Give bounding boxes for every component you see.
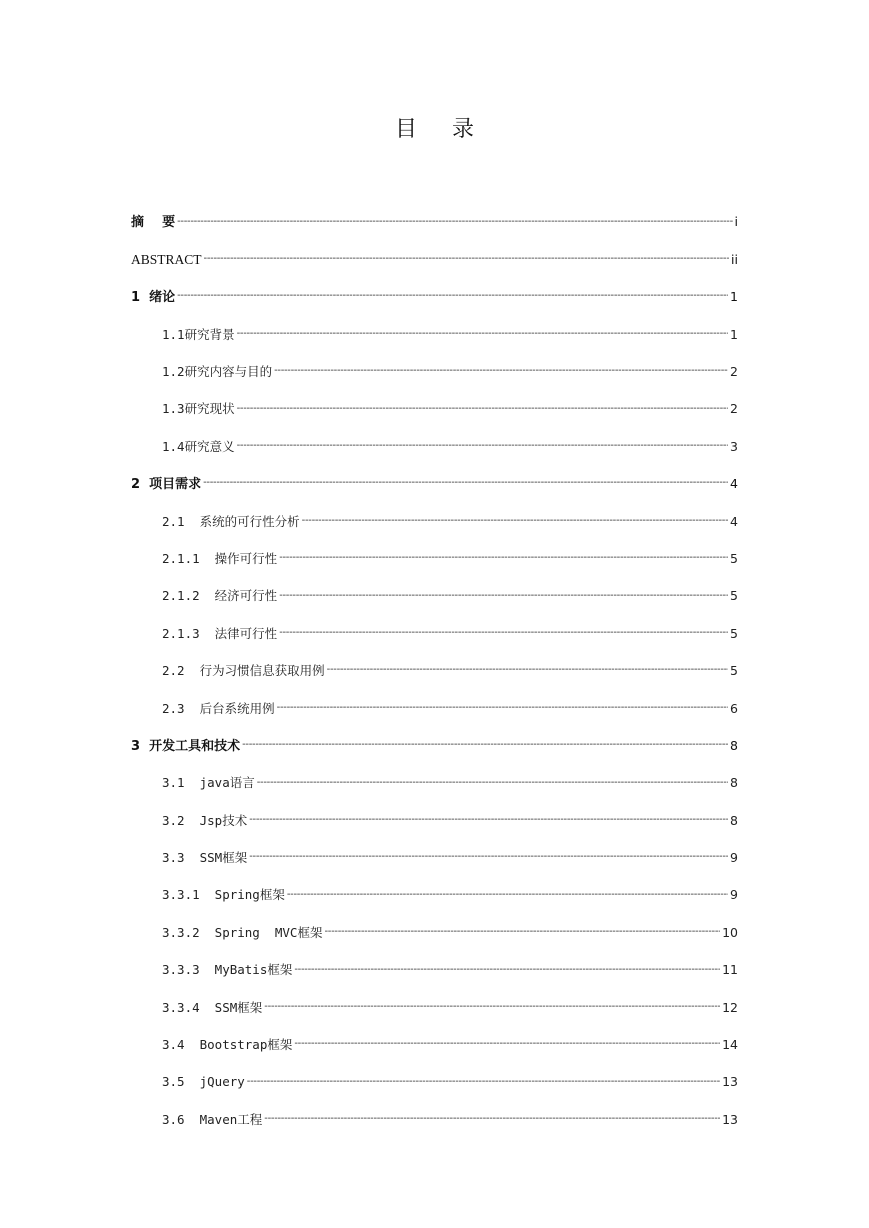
toc-entry-page: 11: [722, 962, 738, 978]
dot-leader: [279, 628, 728, 638]
dot-leader: [302, 516, 728, 526]
toc-entry-page: 8: [730, 737, 738, 753]
toc-entry-page: 3: [730, 438, 738, 454]
dot-leader: [277, 703, 728, 713]
toc-entry-page: 9: [730, 850, 738, 866]
toc-entry[interactable]: [131, 428, 738, 465]
toc-entry-label: 3.3 SSM框架: [162, 850, 248, 866]
toc-entry[interactable]: [131, 690, 738, 727]
toc-entry-page: 13: [722, 1111, 738, 1127]
toc-entry-page: 1: [730, 289, 738, 305]
toc-entry[interactable]: [131, 1064, 738, 1101]
dot-leader: [279, 553, 728, 563]
toc-entry-label: 3.4 Bootstrap框架: [162, 1037, 293, 1053]
toc-entry[interactable]: [131, 840, 738, 877]
dot-leader: [203, 478, 728, 488]
toc-entry-page: 5: [730, 550, 738, 566]
toc-entry-label: 2.1.3 法律可行性: [162, 625, 278, 641]
toc-entry-page: 2: [730, 364, 738, 379]
toc-entry-page: 8: [730, 775, 738, 791]
dot-leader: [257, 778, 728, 788]
toc-entry-label: 3.6 Maven工程: [162, 1111, 263, 1127]
toc-entry[interactable]: [131, 765, 738, 802]
toc-entry[interactable]: [131, 653, 738, 690]
toc-entry-label: 2.1.1 操作可行性: [162, 550, 278, 566]
toc-entry-page: i: [734, 214, 738, 230]
dot-leader: [177, 217, 732, 227]
toc-entry-label: 1.2研究内容与目的: [162, 364, 273, 379]
toc-entry[interactable]: [131, 952, 738, 989]
toc-entry-page: 5: [730, 588, 738, 604]
dot-leader: [264, 1114, 720, 1124]
toc-entry-label: 2.3 后台系统用例: [162, 700, 275, 716]
toc-entry-page: 10: [722, 924, 738, 940]
toc-entry-label: 1.1研究背景: [162, 326, 235, 342]
toc-entry[interactable]: [131, 541, 738, 578]
toc-entry-page: 14: [722, 1037, 738, 1053]
dot-leader: [274, 366, 728, 376]
dot-leader: [177, 291, 728, 301]
page-title: 目 录: [395, 117, 488, 142]
toc-entry[interactable]: [131, 354, 738, 391]
toc-entry-label: 摘 要: [131, 215, 176, 231]
toc-entry[interactable]: [131, 802, 738, 839]
dot-leader: [247, 1077, 720, 1087]
toc-entry[interactable]: [131, 503, 738, 540]
toc-entry[interactable]: [131, 466, 738, 503]
toc-entry-page: 8: [730, 812, 738, 828]
toc-entry-label: 3.3.2 Spring MVC框架: [162, 924, 323, 940]
toc-entry[interactable]: [131, 204, 738, 241]
toc-entry[interactable]: [131, 727, 738, 764]
toc-entry-page: ii: [731, 251, 738, 267]
dot-leader: [327, 665, 728, 675]
toc-entry[interactable]: [131, 1027, 738, 1064]
toc-entry-label: 1 绪论: [131, 289, 176, 305]
toc-entry-page: 13: [722, 1074, 738, 1090]
toc-entry-label: ABSTRACT: [131, 252, 202, 268]
dot-leader: [237, 404, 728, 414]
toc-entry[interactable]: [131, 989, 738, 1026]
toc-entry-page: 2: [730, 401, 738, 417]
toc-entry-page: 9: [730, 887, 738, 903]
dot-leader: [294, 965, 720, 975]
dot-leader: [324, 927, 720, 937]
toc-entry-label: 3.2 Jsp技术: [162, 812, 248, 828]
toc-entry-label: 1.3研究现状: [162, 401, 235, 417]
toc-entry-label: 2.1 系统的可行性分析: [162, 513, 300, 529]
toc-entry[interactable]: [131, 391, 738, 428]
dot-leader: [279, 591, 728, 601]
toc-entry-label: 3.3.3 MyBatis框架: [162, 962, 293, 978]
toc-entry-label: 2.2 行为习惯信息获取用例: [162, 663, 325, 679]
toc-entry-label: 3.5 jQuery: [162, 1074, 245, 1090]
toc-entry-label: 2 项目需求: [131, 476, 202, 492]
toc-entry-label: 3.1 java语言: [162, 775, 255, 791]
toc-entry-label: 3.3.4 SSM框架: [162, 999, 263, 1015]
dot-leader: [204, 254, 730, 264]
dot-leader: [249, 815, 728, 825]
toc-entry-page: 5: [730, 625, 738, 641]
toc-entry[interactable]: [131, 316, 738, 353]
toc-entry-page: 6: [730, 700, 738, 716]
toc-entry-label: 3 开发工具和技术: [131, 738, 241, 754]
table-of-contents: [131, 204, 738, 1139]
toc-entry-label: 2.1.2 经济可行性: [162, 588, 278, 604]
toc-entry[interactable]: [131, 279, 738, 316]
toc-entry-page: 4: [730, 476, 738, 492]
dot-leader: [242, 740, 728, 750]
toc-entry-page: 1: [730, 326, 738, 342]
toc-entry[interactable]: [131, 877, 738, 914]
dot-leader: [249, 852, 728, 862]
dot-leader: [264, 1002, 720, 1012]
toc-entry[interactable]: [131, 615, 738, 652]
toc-entry[interactable]: [131, 914, 738, 951]
toc-entry-page: 5: [730, 663, 738, 679]
toc-entry[interactable]: [131, 241, 738, 278]
toc-entry-page: 12: [722, 999, 738, 1015]
toc-entry-page: 4: [730, 513, 738, 529]
dot-leader: [287, 890, 728, 900]
toc-entry[interactable]: [131, 1101, 738, 1138]
toc-entry-label: 3.3.1 Spring框架: [162, 887, 285, 903]
dot-leader: [237, 329, 728, 339]
toc-entry-label: 1.4研究意义: [162, 438, 235, 454]
toc-entry[interactable]: [131, 578, 738, 615]
dot-leader: [294, 1039, 720, 1049]
dot-leader: [237, 441, 728, 451]
